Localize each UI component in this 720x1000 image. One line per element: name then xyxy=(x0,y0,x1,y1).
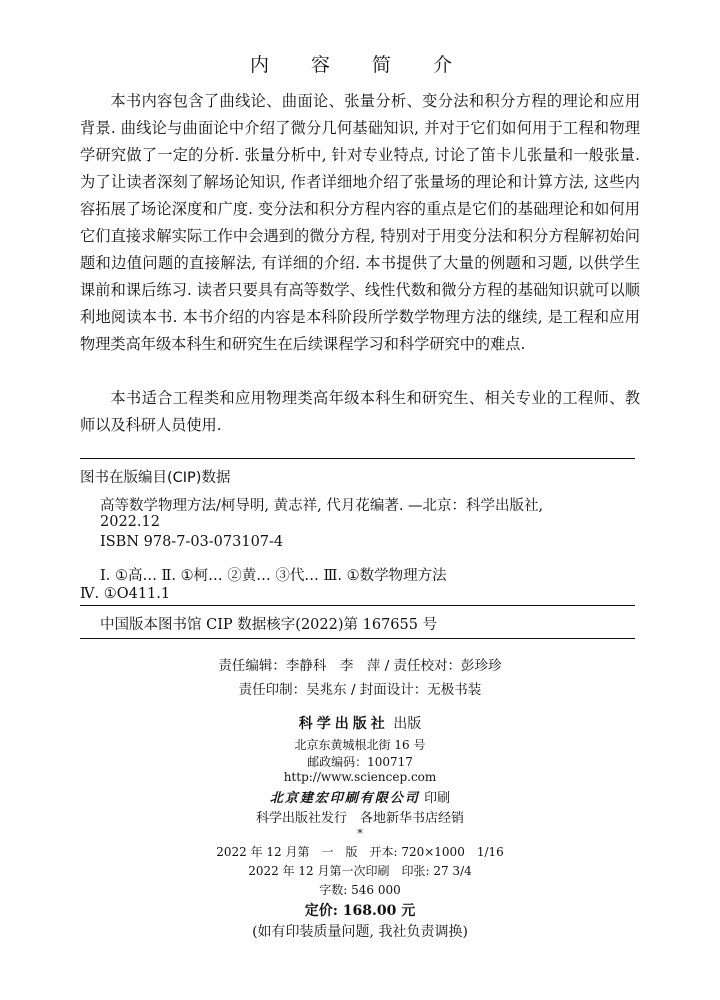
page-title: 内 容 简 介 xyxy=(249,54,471,76)
publisher-url: http://www.sciencep.com xyxy=(283,770,437,784)
separator-star: * xyxy=(357,827,363,840)
publisher-address: 北京东黄城根北街 16 号 xyxy=(294,738,426,752)
divider-top xyxy=(80,458,635,459)
publisher-zip: 邮政编码：100717 xyxy=(307,755,413,769)
cip-data-number: 中国版本图书馆 CIP 数据核字(2022)第 167655 号 xyxy=(100,617,438,633)
staff-line-2: 责任印制：吴兆东 / 封面设计：无极书装 xyxy=(238,682,482,698)
divider-middle xyxy=(80,605,635,606)
word-count: 字数: 546 000 xyxy=(319,883,401,897)
summary-paragraph-2: 本书适合工程类和应用物理类高年级本科生和研究生、相关专业的工程师、教师以及科研人员使用. xyxy=(80,389,640,434)
cip-heading: 图书在版编目(CIP)数据 xyxy=(80,470,231,486)
distribution-line: 科学出版社发行 各地新华书店经销 xyxy=(255,811,464,826)
cip-description-line2: 2022.12 xyxy=(100,514,160,530)
cip-classification-line2: Ⅳ. ①O411.1 xyxy=(80,586,171,602)
printer-name xyxy=(0,787,720,806)
printer-suffix: 印刷 xyxy=(424,791,451,806)
printer-brand: 北京建宏印刷有限公司 xyxy=(269,791,420,806)
cip-classification-line1: Ⅰ. ①高… Ⅱ. ①柯… ②黄… ③代… Ⅲ. ①数学物理方法 xyxy=(100,568,447,584)
cip-isbn: ISBN 978-7-03-073107-4 xyxy=(100,534,284,550)
price: 定价: 168.00 元 xyxy=(304,903,416,919)
edition-line-2: 2022 年 12 月第一次印刷 印张: 27 3/4 xyxy=(248,864,472,878)
quality-note: (如有印装质量问题, 我社负责调换) xyxy=(252,924,468,940)
cip-description-line1: 高等数学物理方法/柯导明, 黄志祥, 代月花编著. —北京：科学出版社, xyxy=(100,498,544,514)
divider-bottom xyxy=(80,638,635,639)
publisher-suffix: 出版 xyxy=(393,716,422,732)
publisher-name xyxy=(0,713,720,733)
staff-line-1: 责任编辑：李静科 李 萍 / 责任校对：彭珍珍 xyxy=(218,658,502,674)
publisher-brand: 科学出版社 xyxy=(298,716,389,732)
summary-paragraph-1: 本书内容包含了曲线论、曲面论、张量分析、变分法和积分方程的理论和应用背景. 曲线论与曲面论中介绍了微分几何基础知识, 并对于它们如何用于工程和物理学研究做了一定的分析. 张量分析中, 针对专业特点, 讨论了笛卡儿张量和一般张量. 为了让读者深刻了解场论知识, 作者详细地介绍了张量场的理论和计算方法, 这些内容拓展了场论深度和广度. 变分法和积分方程内容的重点是它们的基础理论和如何用它们直接求解实际工作中会遇到的微分方程, 特别对于用变分法和积分方程解初始问题和边值问题的直接解法, 有详细的介绍. 本书提供了大量的例题和习题, 以供学生课前和课后练习. 读者只要具有高等数学、线性代数和微分方程的基础知识就可以顺利地阅读本书. 本书介绍的内容是本科阶段所学数学物理方法的继续, 是工程和应用物理类高年级本科生和研究生在后续课程学习和科学研究中的难点. xyxy=(80,92,640,353)
edition-line-1: 2022 年 12 月第 一 版 开本: 720×1000 1/16 xyxy=(216,845,504,859)
